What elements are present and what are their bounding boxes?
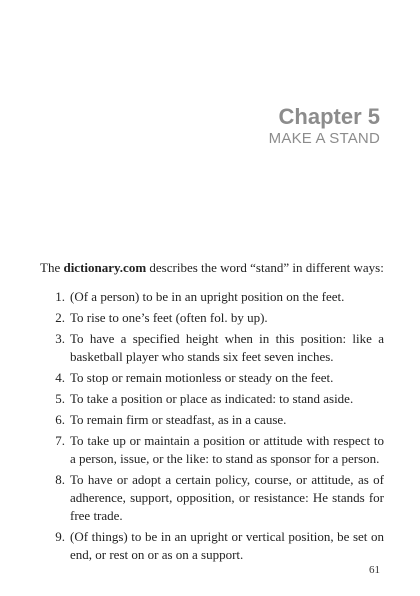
definition-item (40, 411, 384, 429)
definition-item (40, 288, 384, 306)
page-number: 61 (369, 564, 380, 576)
definition-item (40, 330, 384, 366)
definition-number: 9. (55, 529, 65, 544)
definition-text: (Of things) to be in an upright or vertical position, be set on end, or rest on or as on a support. (70, 529, 384, 562)
definition-number: 4. (55, 370, 65, 385)
intro-text-before: The (40, 260, 64, 275)
definition-number: 5. (55, 391, 65, 406)
definition-item (40, 309, 384, 327)
definition-text: (Of a person) to be in an upright position on the feet. (70, 289, 345, 304)
definition-item (40, 528, 384, 564)
definition-number: 1. (55, 289, 65, 304)
definition-number: 3. (55, 331, 65, 346)
definition-list (40, 288, 384, 567)
chapter-number: Chapter 5 (278, 104, 380, 129)
definition-text: To have a specified height when in this position: like a basketball player who stands six feet seven inches. (70, 331, 384, 364)
intro-paragraph (40, 259, 390, 276)
definition-text: To rise to one’s feet (often fol. by up). (70, 310, 268, 325)
definition-text: To take up or maintain a position or attitude with respect to a person, issue, or the like: to stand as sponsor for a person. (70, 433, 384, 466)
intro-text-after: describes the word “stand” in different ways: (146, 260, 384, 275)
definition-text: To stop or remain motionless or steady on the feet. (70, 370, 334, 385)
definition-text: To have or adopt a certain policy, course, or attitude, as of adherence, support, opposition, or resistance: He stands for free trade. (70, 472, 384, 523)
intro-source-name: dictionary.com (63, 260, 147, 275)
definition-item (40, 471, 384, 525)
definition-item (40, 369, 384, 387)
definition-text: To remain firm or steadfast, as in a cause. (70, 412, 287, 427)
chapter-heading (269, 104, 380, 148)
definition-number: 7. (55, 433, 65, 448)
definition-number: 8. (55, 472, 65, 487)
definition-item (40, 390, 384, 408)
definition-item (40, 432, 384, 468)
definition-number: 6. (55, 412, 65, 427)
chapter-title: MAKE A STAND (268, 130, 380, 147)
definition-text: To take a position or place as indicated: to stand aside. (70, 391, 354, 406)
definition-number: 2. (55, 310, 65, 325)
